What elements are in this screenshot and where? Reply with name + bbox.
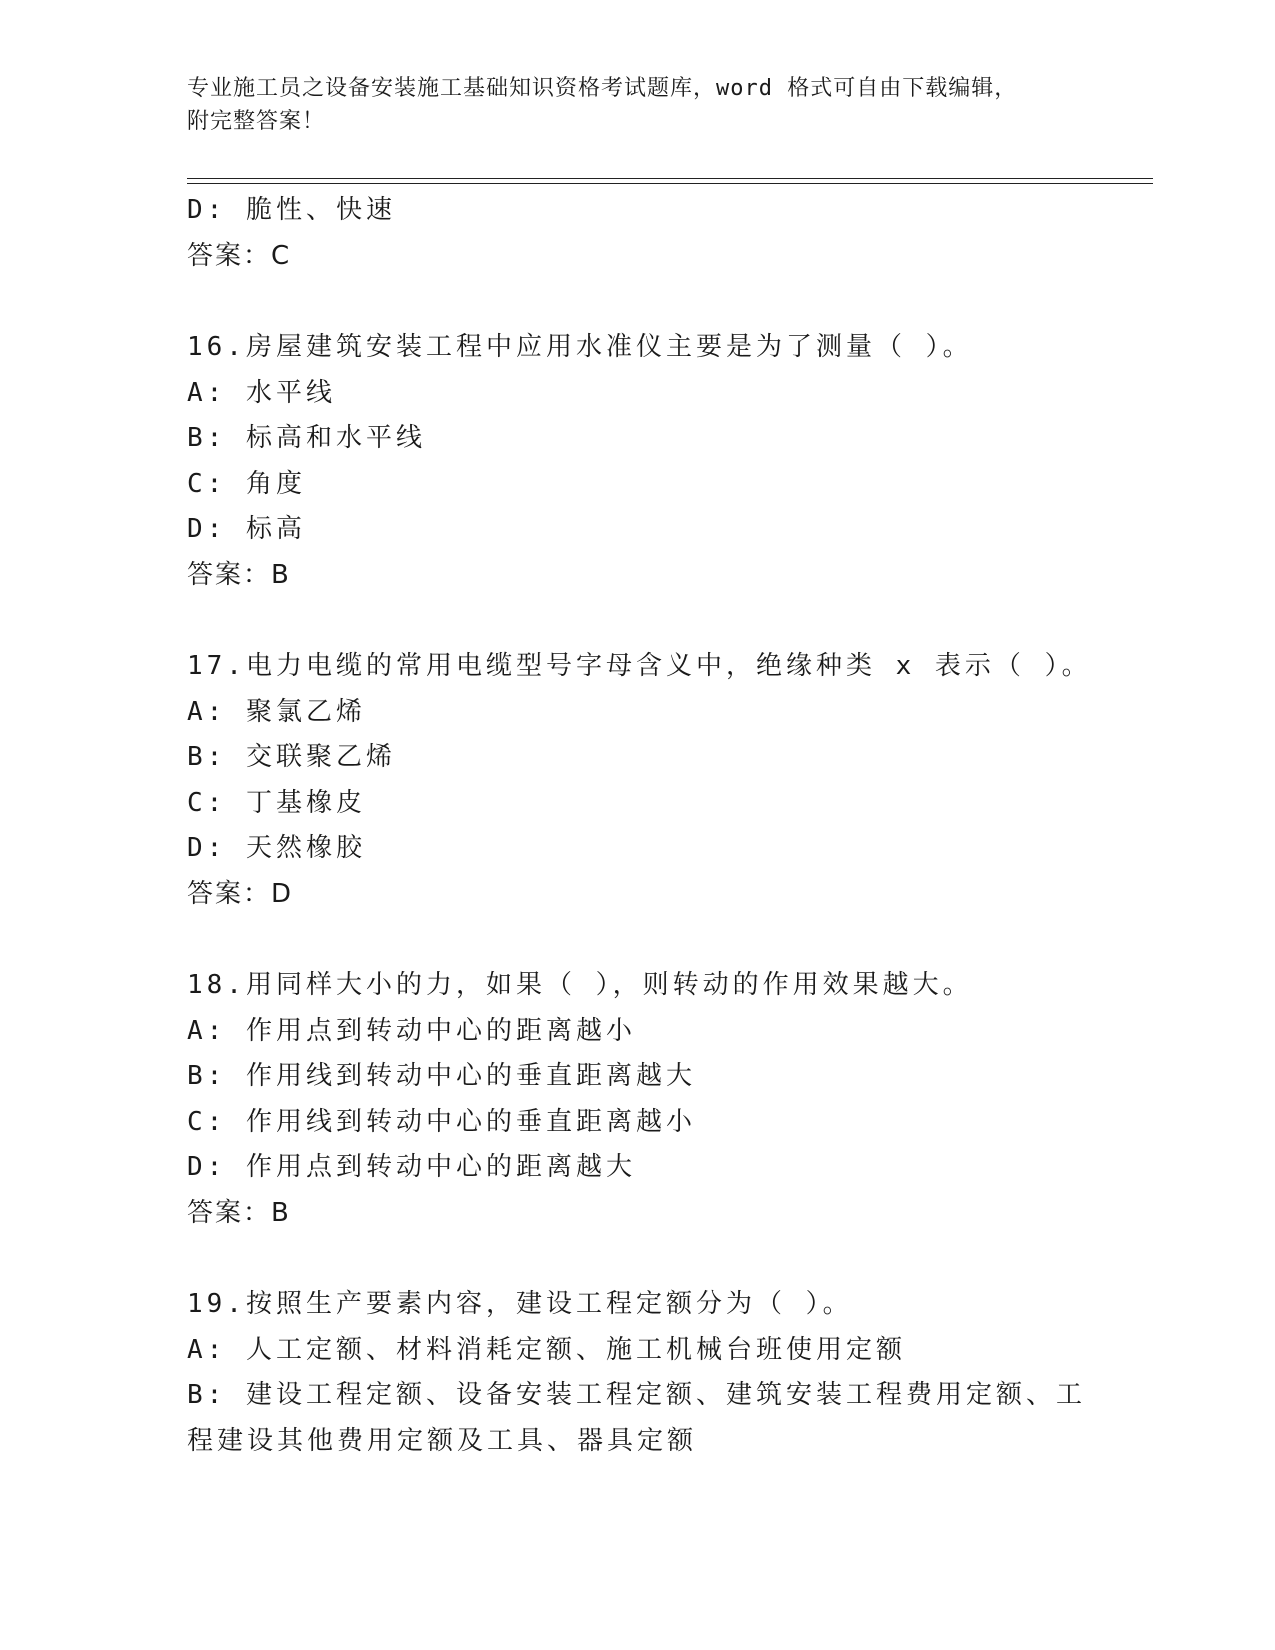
- question-list: [187, 188, 1092, 1464]
- question-block-16: [187, 325, 1087, 598]
- option-d: D: 天然橡胶: [187, 833, 366, 863]
- question-block-15: [187, 188, 1087, 279]
- option-a: A: 作用点到转动中心的距离越小: [187, 1015, 636, 1046]
- question-block-19: [187, 1282, 1087, 1464]
- option-a: A: 聚氯乙烯: [187, 696, 366, 727]
- option-b: B: 交联聚乙烯: [187, 742, 396, 772]
- option-b: B: 标高和水平线: [187, 423, 426, 453]
- option-d: D: 标高: [187, 514, 306, 544]
- header-title-line-2: 附完整答案！: [187, 109, 326, 134]
- document-header: [187, 72, 1067, 138]
- question-stem: 16.房屋建筑安装工程中应用水准仪主要是为了测量（ ）。: [187, 332, 973, 362]
- header-divider-bottom: [187, 183, 1153, 184]
- answer-line: 答案：B: [187, 1197, 291, 1228]
- question-stem: 17.电力电缆的常用电缆型号字母含义中，绝缘种类 x 表示（ ）。: [187, 651, 1092, 681]
- option-d: D: 作用点到转动中心的距离越大: [187, 1152, 636, 1182]
- header-divider-top: [187, 178, 1153, 179]
- answer-line: 答案：D: [187, 878, 294, 909]
- header-title-line-1: 专业施工员之设备安装施工基础知识资格考试题库，word 格式可自由下载编辑，: [187, 76, 1018, 101]
- option-a: A: 水平线: [187, 377, 336, 408]
- question-stem: 18.用同样大小的力，如果（ ），则转动的作用效果越大。: [187, 970, 973, 1000]
- question-block-18: [187, 963, 1087, 1236]
- answer-line: 答案：C: [187, 240, 292, 271]
- answer-line: 答案：B: [187, 559, 291, 590]
- option-b: B: 作用线到转动中心的垂直距离越大: [187, 1061, 696, 1091]
- question-block-17: [187, 644, 1092, 917]
- option-c: C: 角度: [187, 468, 306, 499]
- question-stem: 19.按照生产要素内容，建设工程定额分为（ ）。: [187, 1289, 853, 1319]
- option-c: C: 作用线到转动中心的垂直距离越小: [187, 1106, 696, 1137]
- option-d: D: 脆性、快速: [187, 195, 396, 225]
- option-a: A: 人工定额、材料消耗定额、施工机械台班使用定额: [187, 1334, 906, 1365]
- option-c: C: 丁基橡皮: [187, 787, 366, 818]
- option-b: B: 建设工程定额、设备安装工程定额、建筑安装工程费用定额、工程建设其他费用定额及工具、器具定额: [187, 1380, 1086, 1456]
